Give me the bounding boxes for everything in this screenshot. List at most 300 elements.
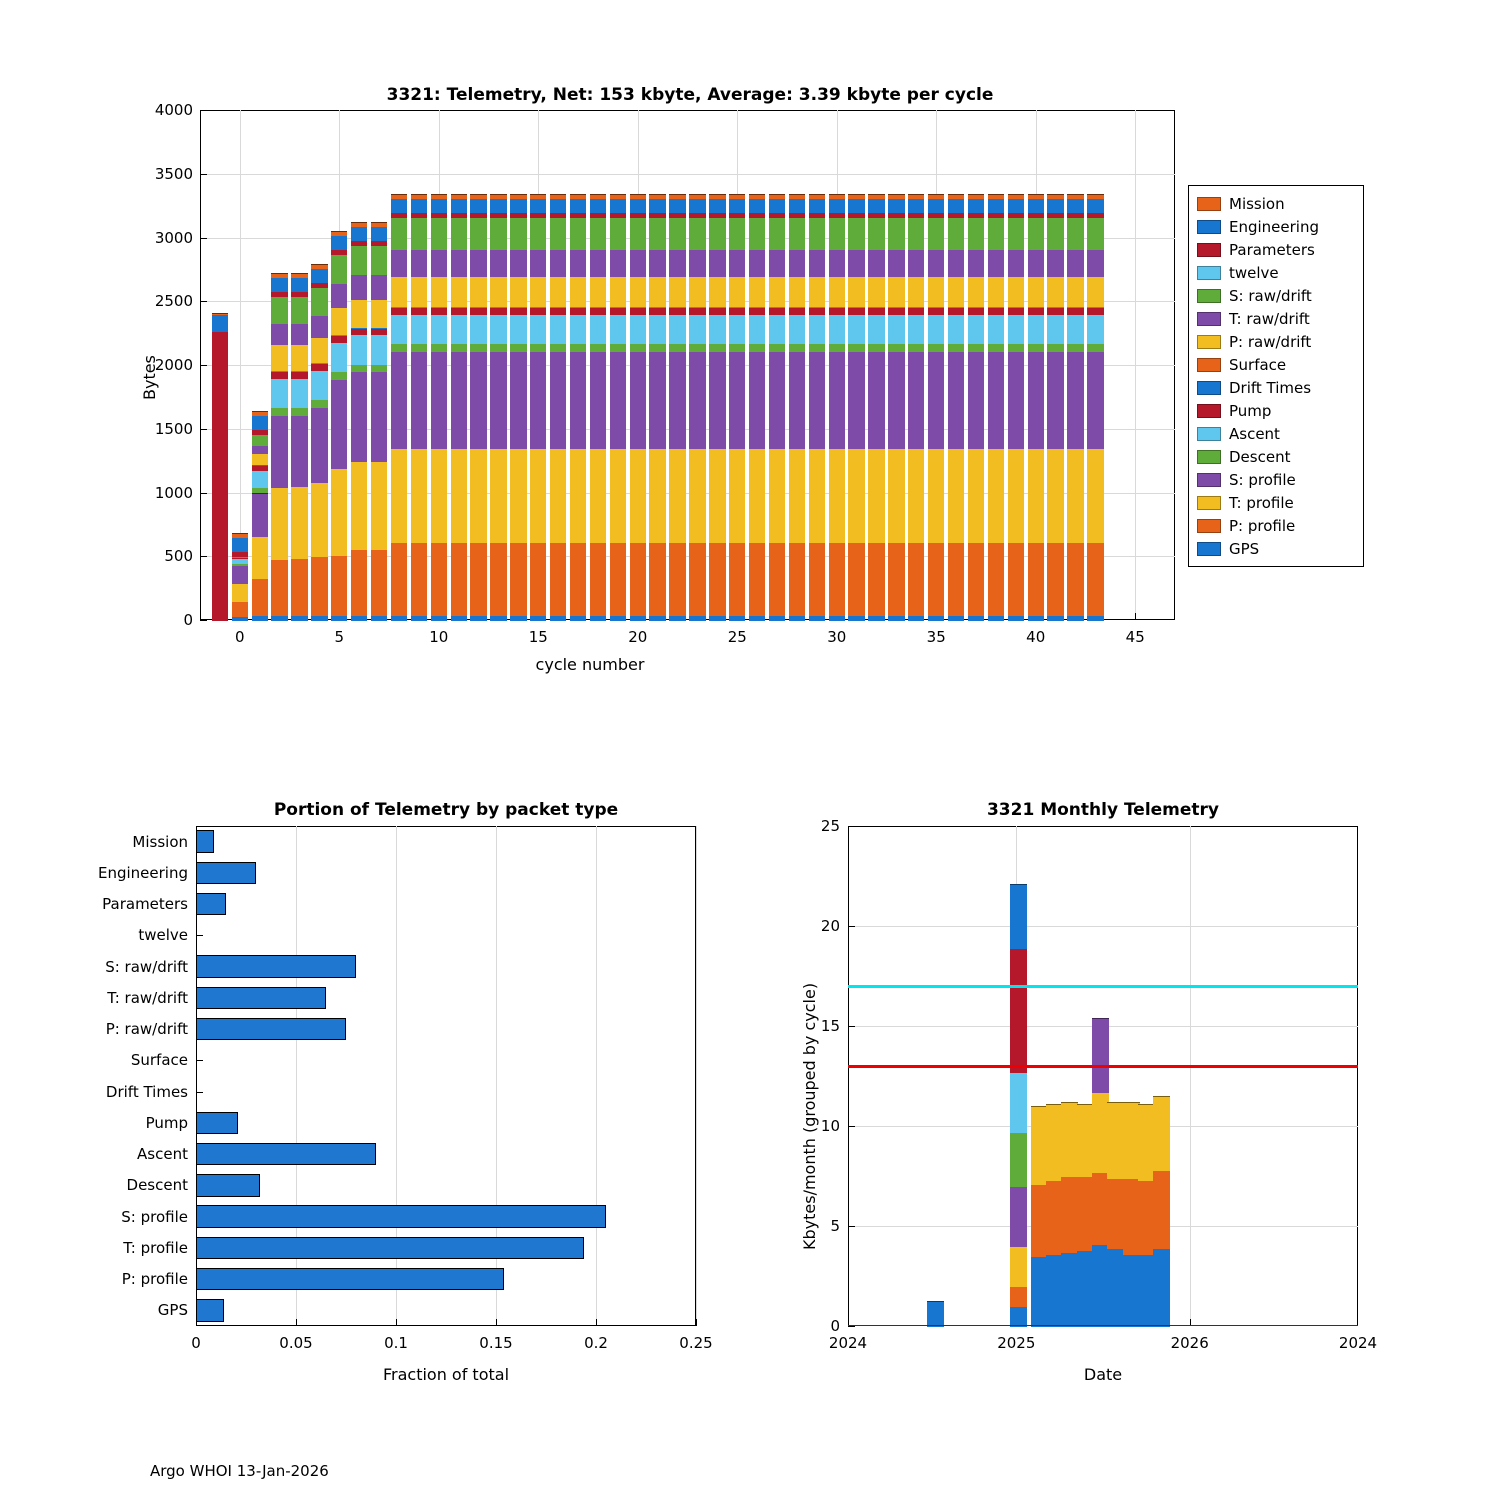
legend-label: Parameters [1229,240,1315,259]
x-gridline [596,826,597,1326]
bar-segment [669,343,685,352]
y-tickmark [200,620,207,621]
bar-segment [729,198,745,213]
red-reference-line [848,1065,1358,1068]
bar-segment [570,249,586,277]
stacked-bar [490,110,506,620]
bar-segment [371,461,387,550]
bar-segment [331,342,347,372]
bar-segment [908,542,924,616]
bar-segment [809,343,825,352]
bar-segment [928,343,944,352]
bar-segment [530,351,546,449]
legend-swatch-icon [1197,358,1221,372]
value-bar [196,955,356,978]
legend-item [1197,514,1355,537]
x-tick-label: 2024 [1338,1334,1378,1352]
y-tickmark [200,301,207,302]
bar-segment [749,198,765,213]
bar-segment [510,542,526,616]
bar-segment [689,542,705,616]
y-tick-label: 0 [183,611,193,629]
bar-segment [1067,343,1083,352]
bar-segment [729,448,745,543]
stacked-bar [1008,110,1024,620]
bar-segment [351,371,367,461]
y-tick-label: 2500 [154,292,193,311]
bar-segment [431,217,447,250]
x-tick-label: 15 [528,628,548,646]
bar-segment [709,194,725,199]
bar-segment [490,249,506,277]
legend-item [1197,468,1355,491]
value-bar [196,1174,260,1197]
y-tickmark [848,1026,855,1027]
bar-segment [291,296,307,324]
x-tickmark [696,1319,697,1326]
bar-segment [510,249,526,277]
y-tick-label: 5 [830,1217,840,1235]
bar-segment [391,249,407,277]
bar-segment [988,343,1004,352]
x-gridline [1190,826,1191,1326]
bar-segment [470,217,486,250]
y-tick-label: 1000 [154,483,193,502]
x-gridline [1135,110,1136,620]
value-bar [196,1268,504,1291]
bar-segment [331,235,347,250]
legend-label: P: profile [1229,516,1296,535]
legend-swatch-icon [1197,335,1221,349]
bar-segment [868,343,884,352]
stacked-bar [669,110,685,620]
bar-segment [1028,448,1044,543]
bar-segment [630,448,646,543]
value-bar [196,987,326,1010]
bar-segment [928,314,944,344]
bar-segment [848,448,864,543]
bar-segment [271,559,287,616]
value-bar [196,1205,606,1228]
bar-segment [729,194,745,199]
bar-segment [829,314,845,344]
bar-segment [1008,448,1024,543]
bar-segment [927,1301,944,1327]
bar-segment [490,351,506,449]
stacked-bar [311,110,327,620]
bar-segment [988,194,1004,199]
bar-segment [530,448,546,543]
bar-segment [371,274,387,299]
legend-item [1197,307,1355,330]
stacked-bar [451,110,467,620]
bar-segment [610,314,626,344]
bar-segment [1087,351,1103,449]
bar-segment [1087,217,1103,250]
stacked-bar [749,110,765,620]
bar-segment [1010,1286,1027,1307]
stacked-bar [510,110,526,620]
bar-segment [868,542,884,616]
stacked-bar [689,110,705,620]
bar-segment [789,448,805,543]
bar-segment [311,315,327,338]
bar-segment [431,351,447,449]
bar-segment [1087,198,1103,213]
bar-segment [968,314,984,344]
stacked-bar [888,110,904,620]
bar-segment [868,351,884,449]
stacked-bar [470,110,486,620]
bar-segment [351,226,367,241]
bar-segment [391,276,407,308]
stacked-bar [391,110,407,620]
bar-segment [669,351,685,449]
bar-segment [789,198,805,213]
bar-segment [1028,343,1044,352]
x-tick-label: 2024 [828,1334,868,1352]
bar-segment [490,448,506,543]
monthly-xlabel: Date [1083,1365,1123,1384]
bar-segment [649,542,665,616]
bar-segment [570,198,586,213]
bar-segment [232,601,248,617]
bar-segment [351,222,367,227]
bar-segment [888,217,904,250]
bar-segment [968,351,984,449]
bar-segment [570,343,586,352]
bar-segment [271,378,287,408]
bar-segment [252,470,268,489]
bar-segment [431,343,447,352]
bar-segment [490,343,506,352]
bar-segment [1008,217,1024,250]
bar-segment [252,411,268,416]
bar-segment [212,314,228,332]
bar-segment [630,217,646,250]
bar-segment [212,313,228,315]
bar-segment [470,343,486,352]
bar-segment [1087,276,1103,308]
bar-segment [252,578,268,616]
bar-segment [1067,217,1083,250]
bar-segment [490,314,506,344]
bar-segment [451,343,467,352]
legend-label: T: profile [1229,493,1294,512]
bar-segment [848,217,864,250]
bar-segment [610,448,626,543]
legend-label: Descent [1229,447,1291,466]
bar-segment [371,549,387,616]
bar-segment [371,299,387,328]
bar-segment [948,198,964,213]
portion-title: Portion of Telemetry by packet type [273,800,619,820]
bar-segment [291,273,307,278]
bar-segment [570,542,586,616]
bar-segment [649,314,665,344]
telemetry-per-cycle-ylabel: Bytes [140,355,159,400]
bar-segment [311,407,327,483]
bar-segment [1153,1096,1170,1171]
x-tick-label: 20 [628,628,648,646]
bar-segment [252,453,268,464]
bar-segment [1067,542,1083,616]
bar-segment [1010,1072,1027,1133]
bar-segment [470,314,486,344]
cyan-reference-line [848,985,1358,988]
bar-segment [610,198,626,213]
bar-segment [908,217,924,250]
bar-segment [391,448,407,543]
bar-segment [908,343,924,352]
stacked-bar [988,110,1004,620]
legend-label: Engineering [1229,217,1319,236]
bar-segment [848,542,864,616]
y-tick-label: 1500 [154,419,193,438]
bar-segment [689,249,705,277]
portion-xlabel: Fraction of total [382,1365,510,1384]
bar-segment [391,194,407,199]
legend-swatch-icon [1197,542,1221,556]
bar-segment [829,249,845,277]
stacked-bar [968,110,984,620]
bar-segment [490,542,506,616]
category-label: Drift Times [105,1082,188,1101]
legend-swatch-icon [1197,289,1221,303]
bar-segment [311,482,327,557]
bar-segment [888,194,904,199]
y-tick-label: 20 [820,917,840,935]
bar-segment [729,217,745,250]
bar-segment [411,198,427,213]
bar-segment [709,343,725,352]
x-tick-label: 0.05 [279,1334,313,1352]
bar-segment [769,448,785,543]
bar-segment [1087,314,1103,344]
legend-item [1197,376,1355,399]
bar-segment [590,343,606,352]
bar-segment [1047,198,1063,213]
x-tick-label: 0.25 [679,1334,713,1352]
bar-segment [451,448,467,543]
bar-segment [271,407,287,416]
bar-segment [809,198,825,213]
bar-segment [311,337,327,364]
bar-segment [789,217,805,250]
bar-segment [331,555,347,616]
bar-segment [610,351,626,449]
bar-segment [868,217,884,250]
x-tick-label: 0.2 [584,1334,608,1352]
legend-swatch-icon [1197,473,1221,487]
bar-segment [411,217,427,250]
legend-item [1197,215,1355,238]
y-tickmark [848,826,855,827]
x-tick-label: 25 [727,628,747,646]
y-tickmark [848,1326,855,1327]
legend-label: Pump [1229,401,1272,420]
legend-label: S: raw/drift [1229,286,1312,305]
bar-segment [1028,351,1044,449]
bar-segment [550,194,566,199]
bar-segment [749,351,765,449]
bar-segment [630,194,646,199]
bar-segment [271,344,287,371]
bar-segment [232,537,248,552]
bar-segment [948,194,964,199]
bar-segment [510,198,526,213]
bar-segment [669,198,685,213]
category-label: P: profile [121,1270,188,1289]
stacked-bar [252,110,268,620]
value-bar [196,893,226,916]
x-tick-label: 5 [334,628,345,646]
bar-segment [610,343,626,352]
bar-segment [331,307,347,335]
telemetry-per-cycle-title: 3321: Telemetry, Net: 153 kbyte, Average: 3.39 kbyte per cycle [386,85,994,105]
stacked-bar [1028,110,1044,620]
bar-segment [331,468,347,556]
bar-segment [470,194,486,199]
bar-segment [510,217,526,250]
bar-segment [451,217,467,250]
stacked-bar [331,110,347,620]
bar-segment [1087,448,1103,543]
stacked-bar [212,110,228,620]
bar-segment [431,448,447,543]
bar-segment [291,378,307,408]
bar-segment [331,283,347,308]
bar-segment [590,351,606,449]
stacked-bar [729,110,745,620]
bar-segment [1047,217,1063,250]
legend-label: S: profile [1229,470,1296,489]
value-bar [196,1237,584,1260]
bar-segment [451,314,467,344]
x-tickmark [296,1319,297,1326]
bar-segment [669,194,685,199]
bar-segment [590,217,606,250]
legend-label: T: raw/drift [1229,309,1310,328]
bar-segment [550,249,566,277]
bar-segment [291,558,307,616]
bar-segment [510,194,526,199]
bar-segment [749,217,765,250]
y-tickmark [200,556,207,557]
category-label: Pump [145,1113,188,1132]
bar-segment [510,448,526,543]
category-label: Mission [132,832,188,851]
bar-segment [968,194,984,199]
bar-segment [908,194,924,199]
bar-segment [530,194,546,199]
bar-segment [928,542,944,616]
bar-segment [928,217,944,250]
bar-segment [669,249,685,277]
bar-segment [968,217,984,250]
bar-segment [351,461,367,550]
bar-segment [848,198,864,213]
bar-segment [928,249,944,277]
y-tickmark [196,935,203,936]
bar-segment [928,351,944,449]
category-label: Ascent [137,1145,188,1164]
y-tickmark [200,429,207,430]
bar-segment [809,314,825,344]
bar-segment [550,217,566,250]
bar-segment [232,533,248,538]
bar-segment [232,565,248,584]
bar-segment [252,415,268,430]
bar-segment [1028,314,1044,344]
bar-segment [610,217,626,250]
x-tick-label: 0.15 [479,1334,513,1352]
bar-segment [709,314,725,344]
bar-segment [829,276,845,308]
bar-segment [451,198,467,213]
stacked-bar [769,110,785,620]
stacked-bar [868,110,884,620]
bar-segment [988,314,1004,344]
bar-segment [908,351,924,449]
bar-segment [1028,276,1044,308]
bar-segment [291,344,307,371]
x-tick-label: 35 [926,628,946,646]
stacked-bar [232,110,248,620]
bar-segment [510,351,526,449]
bar-segment [789,314,805,344]
stacked-bar [530,110,546,620]
bar-segment [1010,884,1027,949]
stacked-bar [1047,110,1063,620]
legend-swatch-icon [1197,381,1221,395]
bar-segment [391,343,407,352]
bar-segment [669,276,685,308]
category-label: S: profile [121,1207,188,1226]
bar-segment [1008,314,1024,344]
bar-segment [530,314,546,344]
bar-segment [689,448,705,543]
bar-segment [530,276,546,308]
bar-segment [1087,542,1103,616]
bar-segment [928,276,944,308]
bar-segment [769,249,785,277]
bar-segment [988,542,1004,616]
stacked-bar [928,110,944,620]
bar-segment [649,249,665,277]
bar-segment [908,314,924,344]
bar-segment [988,249,1004,277]
x-tickmark [496,1319,497,1326]
bar-segment [848,194,864,199]
y-tickmark [196,1060,203,1061]
bar-segment [1087,249,1103,277]
bar-segment [749,276,765,308]
bar-segment [1008,343,1024,352]
bar-segment [590,249,606,277]
footer-credit: Argo WHOI 13-Jan-2026 [150,1462,329,1480]
bar-segment [590,542,606,616]
legend-item [1197,422,1355,445]
bar-segment [769,542,785,616]
value-bar [196,1112,238,1135]
zero-baseline [848,1325,1358,1326]
bar-segment [371,222,387,227]
stacked-bar [590,110,606,620]
bar-segment [829,343,845,352]
bar-segment [729,542,745,616]
bar-segment [908,249,924,277]
